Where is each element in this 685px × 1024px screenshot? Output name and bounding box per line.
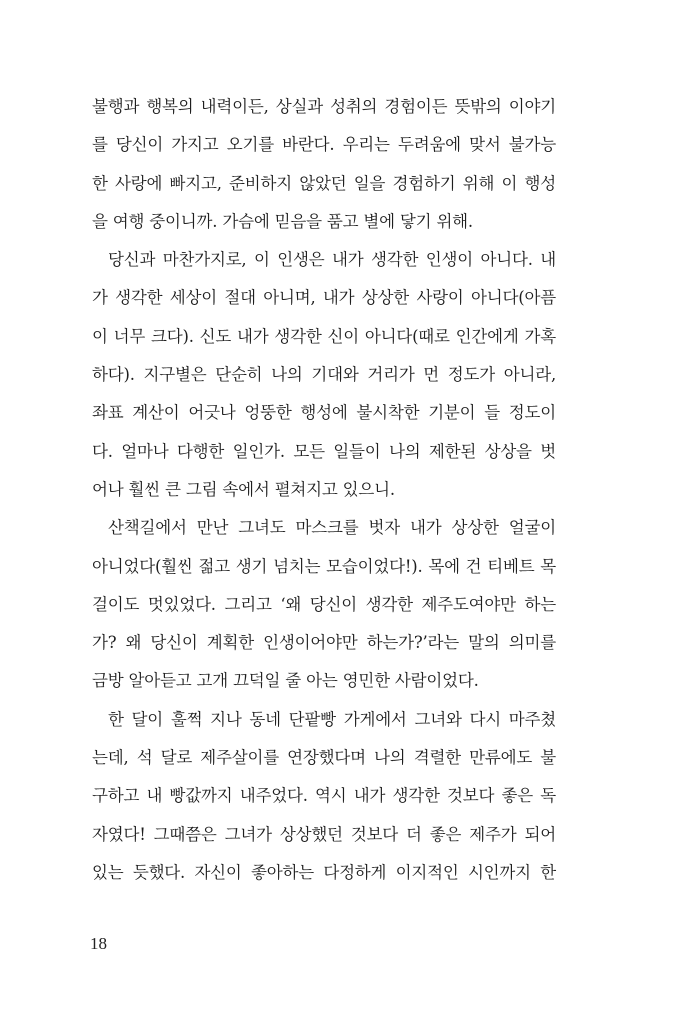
- text-line: 다. 얼마나 다행한 일인가. 모든 일들이 나의 제한된 상상을 벗: [92, 441, 556, 461]
- text-line: 자였다! 그때쯤은 그녀가 상상했던 것보다 더 좋은 제주가 되어: [92, 824, 556, 844]
- text-line: 하다). 지구별은 단순히 나의 기대와 거리가 먼 정도가 아니라,: [92, 365, 556, 385]
- text-line: 한 사랑에 빠지고, 준비하지 않았던 일을 경험하기 위해 이 행성: [92, 173, 556, 193]
- body-text: [92, 92, 556, 896]
- text-line: 을 여행 중이니까. 가슴에 믿음을 품고 별에 닿기 위해.: [92, 211, 473, 231]
- text-line: 걸이도 멋있었다. 그리고 ‘왜 당신이 생각한 제주도여야만 하는: [92, 594, 556, 614]
- text-line: 금방 알아듣고 고개 끄덕일 줄 아는 영민한 사람이었다.: [92, 671, 479, 691]
- text-line: 당신과 마찬가지로, 이 인생은 내가 생각한 인생이 아니다. 내: [108, 250, 556, 270]
- text-line: 좌표 계산이 어긋나 엉뚱한 행성에 불시착한 기분이 들 정도이: [92, 403, 556, 423]
- text-line: 가? 왜 당신이 계획한 인생이어야만 하는가?’라는 말의 의미를: [92, 633, 556, 653]
- text-line: 불행과 행복의 내력이든, 상실과 성취의 경험이든 뜻밖의 이야기: [92, 97, 556, 116]
- text-line: 산책길에서 만난 그녀도 마스크를 벗자 내가 상상한 얼굴이: [108, 518, 556, 538]
- text-line: 있는 듯했다. 자신이 좋아하는 다정하게 이지적인 시인까지 한: [92, 862, 556, 882]
- text-line: 는데, 석 달로 제주살이를 연장했다며 나의 격렬한 만류에도 불: [92, 748, 556, 768]
- text-line: 가 생각한 세상이 절대 아니며, 내가 상상한 사랑이 아니다(아픔: [92, 288, 556, 308]
- text-line: 이 너무 크다). 신도 내가 생각한 신이 아니다(때로 인간에게 가혹: [92, 326, 556, 346]
- text-line: 한 달이 훌쩍 지나 동네 단팥빵 가게에서 그녀와 다시 마주쳤: [108, 709, 556, 729]
- text-line: 어나 훨씬 큰 그림 속에서 펼쳐지고 있으니.: [92, 479, 395, 499]
- page-number: 18: [90, 934, 107, 953]
- text-line: 아니었다(훨씬 젊고 생기 넘치는 모습이었다!). 목에 건 티베트 목: [92, 556, 556, 576]
- text-line: 를 당신이 가지고 오기를 바란다. 우리는 두려움에 맞서 불가능: [92, 135, 556, 155]
- text-line: 구하고 내 빵값까지 내주었다. 역시 내가 생각한 것보다 좋은 독: [92, 786, 556, 806]
